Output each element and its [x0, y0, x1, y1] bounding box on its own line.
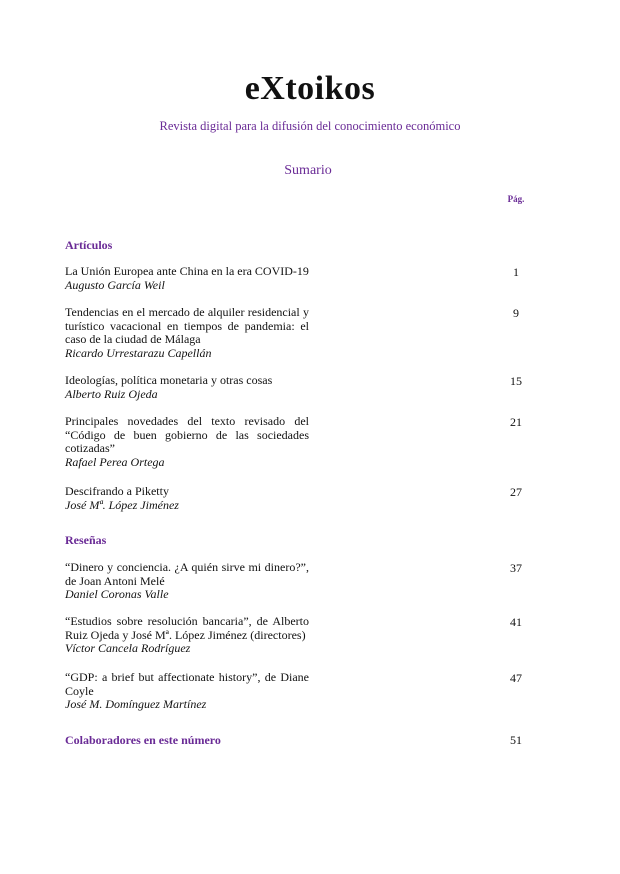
entry-title: La Unión Europea ante China en la era COVID-19 [65, 264, 309, 278]
entry-author: José Mª. López Jiménez [65, 497, 179, 512]
toc-entry [65, 671, 309, 712]
entry-author: Víctor Cancela Rodríguez [65, 641, 191, 656]
entry-title: “GDP: a brief but affectionate history”, de Diane Coyle [65, 670, 309, 698]
journal-subtitle: Revista digital para la difusión del conocimiento económico [159, 119, 461, 133]
contributors-page-number: 51 [510, 733, 522, 747]
contributors-heading: Colaboradores en este número [65, 733, 221, 747]
toc-entry [65, 561, 309, 602]
entry-title: Tendencias en el mercado de alquiler residencial y turístico vacacional en tiempos de pandemia: el caso de la ciudad de Málaga [65, 305, 309, 347]
entry-page-number: 47 [510, 671, 522, 685]
toc-entry [65, 415, 309, 470]
entry-author: Ricardo Urrestarazu Capellán [65, 346, 212, 361]
entry-author: Alberto Ruiz Ojeda [65, 386, 158, 401]
entry-page-number: 27 [510, 485, 522, 499]
toc-heading: Sumario [284, 163, 332, 178]
entry-page-number: 41 [510, 615, 522, 629]
entry-page-number: 15 [510, 374, 522, 388]
entry-author: José M. Domínguez Martínez [65, 697, 207, 712]
entry-page-number: 21 [510, 415, 522, 429]
section-heading-articulos: Artículos [65, 238, 113, 252]
entry-title: “Estudios sobre resolución bancaria”, de Alberto Ruiz Ojeda y José Mª. López Jiménez (directores) [65, 614, 309, 642]
entry-author: Augusto García Weil [65, 277, 165, 292]
toc-entry [65, 265, 309, 292]
entry-author: Rafael Perea Ortega [65, 455, 165, 470]
entry-page-number: 37 [510, 561, 522, 575]
entry-title: Ideologías, política monetaria y otras cosas [65, 373, 273, 387]
section-heading-resenas: Reseñas [65, 533, 107, 547]
page-column-label: Pág. [507, 194, 525, 204]
toc-entry [65, 374, 309, 401]
entry-author: Daniel Coronas Valle [65, 587, 169, 602]
entry-title: “Dinero y conciencia. ¿A quién sirve mi dinero?”, de Joan Antoni Melé [65, 560, 309, 588]
entry-page-number: 9 [513, 306, 519, 320]
toc-entry [65, 485, 309, 512]
toc-entry [65, 615, 309, 656]
toc-entry [65, 306, 309, 361]
entry-page-number: 1 [513, 265, 519, 279]
entry-title: Principales novedades del texto revisado del “Código de buen gobierno de las sociedades cotizadas” [65, 414, 309, 456]
entry-title: Descifrando a Piketty [65, 484, 169, 498]
journal-title: eXtoikos [244, 70, 376, 107]
